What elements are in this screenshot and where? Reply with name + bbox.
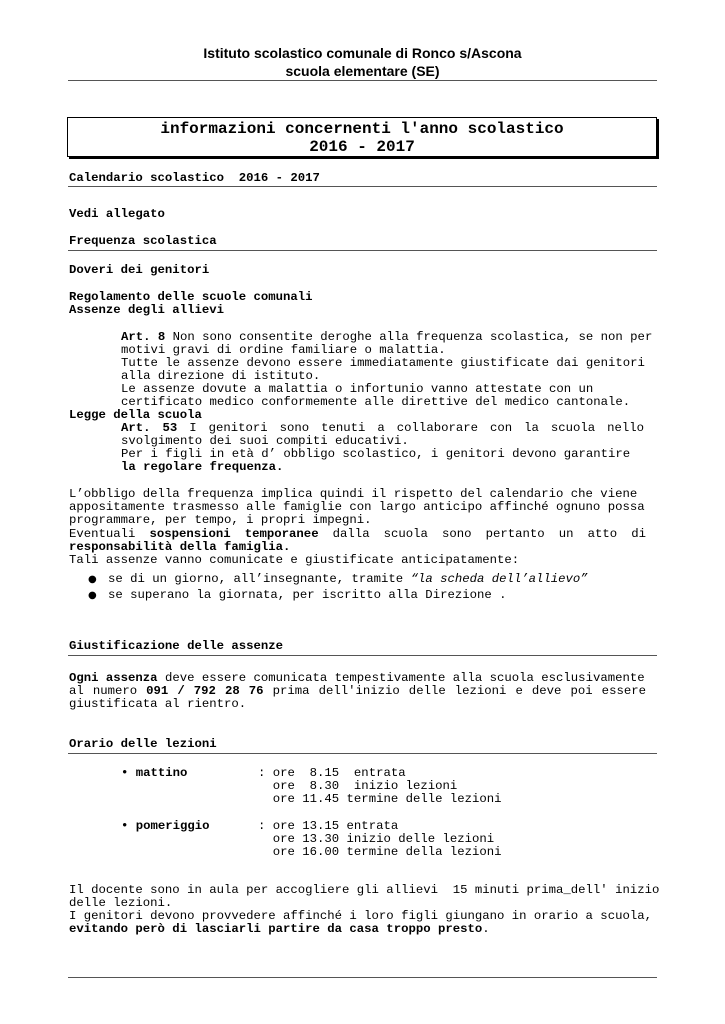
mattino-entrata: : ore 8.15 entrata — [258, 766, 406, 780]
legge-heading: Legge della scuola — [69, 408, 202, 422]
art8-line-4: alla direzione di istituto. — [121, 369, 321, 383]
section-divider — [68, 186, 657, 187]
section-heading-orario: Orario delle lezioni — [69, 737, 217, 751]
section-divider — [68, 655, 657, 656]
giustificazione-text-1: deve essere comunicata tempestivamente alla scuola esclusivamente — [157, 671, 645, 685]
obbligo-line-1: L’obbligo della frequenza implica quindi il rispetto del calendario che viene — [69, 487, 638, 501]
obbligo-line-2: appositamente trasmesso alle famiglie con largo anticipo affinché ognuno possa — [69, 500, 645, 514]
mattino-termine: ore 11.45 termine delle lezioni — [258, 792, 502, 806]
note-line-1: Il docente sono in aula per accogliere gli allievi 15 minuti prima_dell' inizio — [69, 883, 660, 897]
note-line-4 — [69, 923, 490, 936]
obbligo-line-3: programmare, per tempo, i propri impegni. — [69, 513, 372, 527]
note-line-2: delle lezioni. — [69, 896, 173, 910]
obbligo-atto: dalla scuola sono pertanto un atto di — [332, 527, 646, 541]
title-line-1: informazioni concernenti l'anno scolastico — [160, 120, 564, 138]
section-heading-calendario: Calendario scolastico 2016 - 2017 — [69, 171, 320, 185]
al-numero-text: al numero — [69, 684, 138, 698]
art8-line-5: Le assenze dovute a malattia o infortunio vanno attestate con un — [121, 382, 594, 396]
mattino-inizio: ore 8.30 inizio lezioni — [258, 779, 458, 793]
art53-line-2: svolgimento dei suoi compiti educativi. — [121, 434, 409, 448]
art8-label: Art. 8 — [121, 330, 166, 344]
art53-text: I genitori sono tenuti a collaborare con la scuola nello — [189, 421, 644, 435]
bullet-dot-icon: ● — [88, 574, 97, 585]
giustificazione-text-2: prima dell'inizio delle lezioni e deve poi essere — [272, 684, 646, 698]
bullet-dot-icon: ● — [88, 590, 97, 601]
note-warning-text: evitando però di lasciarli partire da casa troppo presto — [69, 922, 483, 936]
title-line-2: 2016 - 2017 — [309, 138, 415, 156]
art8-text: Non sono consentite deroghe alla frequenza scolastica, se non per — [165, 330, 653, 344]
doveri-heading: Doveri dei genitori — [69, 263, 210, 277]
art53-line-4: la regolare frequenza. — [121, 460, 284, 474]
phone-number: 091 / 792 28 76 — [146, 684, 264, 698]
obbligo-sospensioni: sospensioni temporanee — [149, 527, 319, 541]
bullet-item-2: se superano la giornata, per iscritto alla Direzione . — [108, 588, 507, 602]
school-type: scuola elementare (SE) — [285, 63, 440, 79]
pomeriggio-label: • pomeriggio — [121, 819, 210, 833]
vedi-allegato-text: Vedi allegato — [69, 207, 165, 221]
regolamento-heading: Regolamento delle scuole comunali — [69, 290, 313, 304]
obbligo-line-6: Tali assenze vanno comunicate e giustificate anticipatamente: — [69, 553, 520, 567]
bullet-item-1 — [108, 573, 588, 586]
school-name: Istituto scolastico comunale di Ronco s/Ascona — [203, 45, 522, 61]
section-divider — [68, 250, 657, 251]
pomeriggio-termine: ore 16.00 termine della lezioni — [258, 845, 502, 859]
footer-divider — [68, 977, 657, 978]
art53-line-3: Per i figli in età d’ obbligo scolastico, i genitori devono garantire — [121, 447, 631, 461]
art8-line-1 — [121, 331, 652, 344]
art8-line-2: motivi gravi di ordine familiare o malattia. — [121, 343, 446, 357]
mattino-label: • mattino — [121, 766, 188, 780]
assenze-heading: Assenze degli allievi — [69, 303, 224, 317]
ogni-assenza-text: Ogni assenza — [69, 671, 158, 685]
note-period: . — [482, 922, 490, 936]
header-divider — [68, 80, 657, 81]
pomeriggio-entrata: : ore 13.15 entrata — [258, 819, 399, 833]
giustificazione-line-1 — [69, 672, 645, 685]
title-box — [67, 117, 657, 157]
section-heading-frequenza: Frequenza scolastica — [69, 234, 217, 248]
art8-line-3: Tutte le assenze devono essere immediatamente giustificate dai genitori — [121, 356, 645, 370]
obbligo-line-5: responsabilità della famiglia. — [69, 540, 291, 554]
art53-label: Art. 53 — [121, 421, 178, 435]
note-line-3: I genitori devono provvedere affinché i loro figli giungano in orario a scuola, — [69, 909, 652, 923]
art8-line-6: certificato medico conformemente alle direttive del medico cantonale. — [121, 395, 631, 409]
scheda-allievo-text: “la scheda dell’allievo” — [410, 572, 588, 586]
section-divider — [68, 753, 657, 754]
bullet-item-1-text: se di un giorno, all’insegnante, tramite — [108, 572, 411, 586]
section-heading-giustificazione: Giustificazione delle assenze — [69, 639, 284, 653]
giustificazione-line-3: giustificata al rientro. — [69, 697, 247, 711]
pomeriggio-inizio: ore 13.30 inizio delle lezioni — [258, 832, 495, 846]
obbligo-eventuali: Eventuali — [69, 527, 136, 541]
